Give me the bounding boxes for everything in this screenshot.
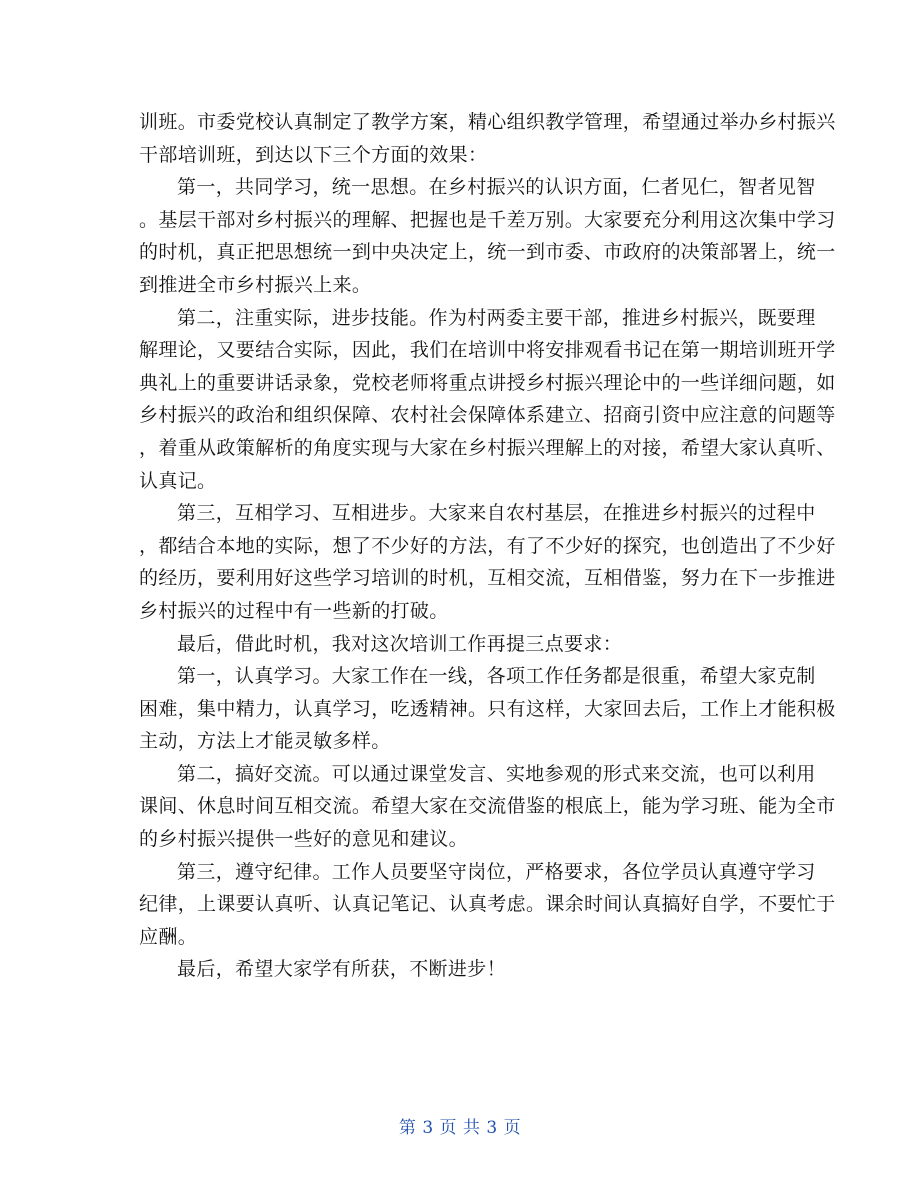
text-line: 乡村振兴的过程中有一些新的打破。 [139, 599, 449, 622]
text-line: 第二，注重实际，进步技能。作为村两委主要干部，推进乡村振兴，既要理 [177, 306, 816, 329]
text-line: 第三，遵守纪律。工作人员要坚守岗位，严格要求，各位学员认真遵守学习 [177, 860, 816, 883]
text-line: 第一，认真学习。大家工作在一线，各项工作任务都是很重，希望大家克制 [177, 665, 816, 688]
text-line: 解理论，又要结合实际，因此，我们在培训中将安排观看书记在第一期培训班开学 [139, 339, 836, 362]
text-line: 认真记。 [139, 469, 217, 492]
text-line: 主动，方法上才能灵敏多样。 [139, 730, 391, 753]
text-line: 第二，搞好交流。可以通过课堂发言、实地参观的形式来交流，也可以利用 [177, 762, 816, 785]
text-line: 。基层干部对乡村振兴的理解、把握也是千差万别。大家要充分利用这次集中学习 [139, 208, 836, 231]
text-line: ，都结合本地的实际，想了不少好的方法，有了不少好的探究，也创造出了不少好 [139, 534, 836, 557]
text-line: 的时机，真正把思想统一到中央决定上，统一到市委、市政府的决策部署上，统一 [139, 241, 836, 264]
text-line: 第一，共同学习，统一思想。在乡村振兴的认识方面，仁者见仁，智者见智 [177, 176, 816, 199]
text-line: 训班。市委党校认真制定了教学方案，精心组织教学管理，希望通过举办乡村振兴 [139, 111, 836, 133]
text-line: 最后，借此时机，我对这次培训工作再提三点要求： [177, 632, 623, 655]
text-line: 的乡村振兴提供一些好的意见和建议。 [139, 828, 468, 851]
text-line: ，着重从政策解析的角度实现与大家在乡村振兴理解上的对接，希望大家认真听、 [139, 436, 836, 459]
text-line: 的经历，要利用好这些学习培训的时机，互相交流，互相借鉴，努力在下一步推进 [139, 567, 836, 590]
text-line: 纪律，上课要认真听、认真记笔记、认真考虑。课余时间认真搞好自学，不要忙于 [139, 893, 836, 916]
text-line: 课间、休息时间互相交流。希望大家在交流借鉴的根底上，能为学习班、能为全市 [139, 795, 836, 818]
text-line: 典礼上的重要讲话录象，党校老师将重点讲授乡村振兴理论中的一些详细问题，如 [139, 371, 836, 394]
text-line: 困难，集中精力，认真学习，吃透精神。只有这样，大家回去后，工作上才能积极 [139, 697, 836, 720]
page-number-footer: 第 3 页 共 3 页 [398, 1118, 522, 1138]
document-body [139, 106, 836, 986]
text-line: 应酬。 [139, 925, 198, 948]
text-line: 乡村振兴的政治和组织保障、农村社会保障体系建立、招商引资中应注意的问题等 [139, 404, 836, 427]
text-line: 到推进全市乡村振兴上来。 [139, 273, 372, 296]
text-line: 最后，希望大家学有所获，不断进步！ [177, 958, 506, 981]
text-line: 第三，互相学习、互相进步。大家来自农村基层，在推进乡村振兴的过程中 [177, 502, 816, 525]
text-line: 干部培训班，到达以下三个方面的效果： [139, 143, 488, 166]
